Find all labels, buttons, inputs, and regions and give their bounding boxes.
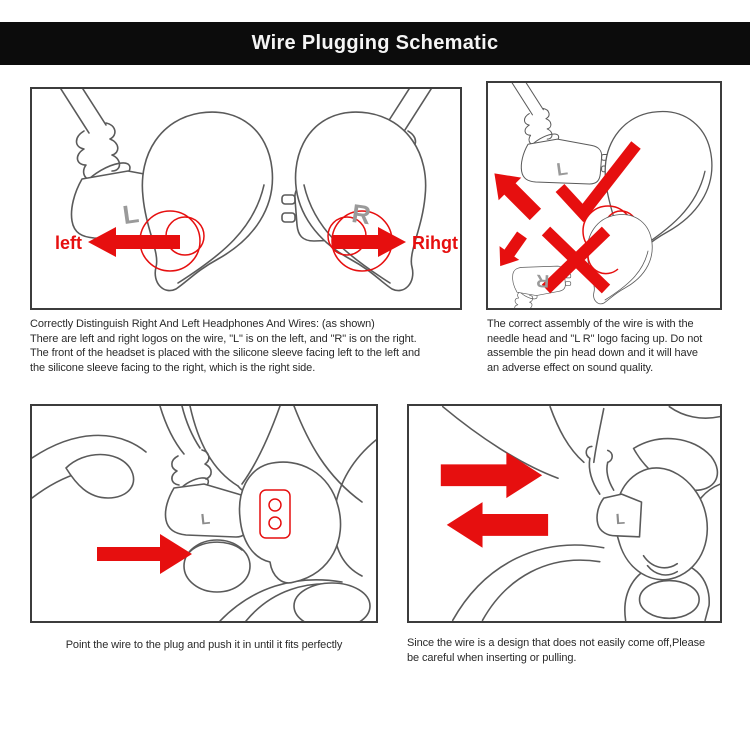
assembly-illustration — [488, 83, 720, 308]
distinguish-illustration — [32, 89, 460, 308]
caption-insert-pull — [407, 636, 737, 665]
page-title: Wire Plugging Schematic — [251, 32, 499, 54]
plug-letter: L — [200, 510, 211, 529]
earbud-with-socket — [240, 462, 341, 583]
panel-push-plug — [30, 404, 378, 623]
panel-distinguish-left-right — [30, 87, 462, 310]
caption-line: The front of the headset is placed with the silicone sleeve facing left to the left and — [30, 347, 420, 360]
title-banner — [0, 22, 750, 65]
wrong-plug-letter: R — [535, 270, 550, 292]
caption-line: Correctly Distinguish Right And Left Headphones And Wires: (as shown) — [30, 318, 375, 330]
left-earbud — [142, 112, 272, 290]
push-plug-illustration — [32, 406, 376, 621]
insert-pull-illustration — [409, 406, 720, 621]
arrow-down-left-icon — [490, 228, 531, 273]
correct-plug-letter: L — [555, 158, 570, 180]
wrong-earbud — [587, 215, 652, 304]
caption-line: an adverse effect on sound quality. — [487, 361, 654, 374]
caption-line: Since the wire is a design that does not easily come off,Please — [407, 637, 706, 649]
caption-line: Point the wire to the plug and push it in until it fits perfectly — [65, 639, 343, 651]
caption-line: There are left and right logos on the wire, "L" is on the left, and "R" is on the right. — [30, 332, 417, 345]
plug-letter-l: L — [120, 198, 141, 231]
arrow-insert-icon — [441, 452, 542, 498]
caption-line: the silicone sleeve facing to the right, which is the right side. — [30, 361, 316, 374]
arrow-pull-icon — [447, 502, 548, 548]
plug-letter-r: R — [349, 197, 373, 231]
panel-insert-pull — [407, 404, 722, 623]
panel-correct-assembly — [486, 81, 722, 310]
caption-push-plug — [30, 638, 378, 653]
caption-correct-assembly — [487, 317, 732, 375]
caption-line: The correct assembly of the wire is with the — [487, 318, 694, 330]
right-arrow-label: Rihgt — [412, 233, 458, 253]
caption-line: be careful when inserting or pulling. — [407, 651, 577, 664]
arrow-push-icon — [97, 534, 192, 574]
caption-line: assemble the pin head down and it will have — [487, 347, 698, 360]
left-arrow-label: left — [55, 233, 82, 253]
plug-letter: L — [615, 511, 626, 529]
ear-tip — [184, 540, 250, 592]
caption-line: needle head and "L R" logo facing up. Do not — [487, 332, 703, 345]
caption-distinguish — [30, 317, 475, 375]
